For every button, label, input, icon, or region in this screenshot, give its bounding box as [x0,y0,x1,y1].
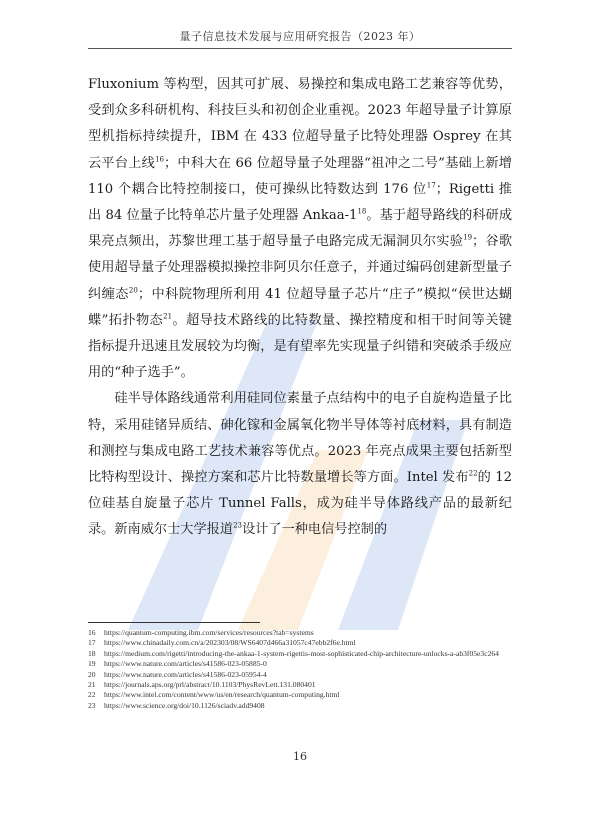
footnote-link[interactable]: https://www.nature.com/articles/s41586-023-05885-0 [104,659,267,669]
footnote-number: 17 [88,638,96,648]
footnote-divider [88,622,260,623]
paragraph-text: Fluxonium 等构型，因其可扩展、易操控和集成电路工艺兼容等优势，受到众多科研机构、科技巨头和初创企业重视。2023 年超导量子计算原型机指标持续提升，IBM 在 433 位超导量子比特处理器 Osprey 在其云平台上线 [88,77,512,171]
footnote-number: 20 [88,669,96,679]
footnote-number: 18 [88,648,96,658]
footnote-item [88,649,512,659]
footnote-link[interactable]: https://medium.com/rigetti/introducing-the-ankaa-1-system-rigettis-most-sophisticated-chip-architecture-unlocks-a-ab3f05e3c264 [104,648,499,658]
footnote-item [88,690,512,700]
footnote-ref[interactable]: 23 [233,522,242,531]
paragraph [88,386,512,543]
footnote-number: 22 [88,690,96,700]
footnote-ref[interactable]: 16 [155,155,165,164]
footnotes [88,628,512,711]
paragraph-text: ；中科院物理所利用 41 位超导量子芯片“庄子”模拟“侯世达蝴蝶”拓扑物态 [88,286,513,328]
paragraph [88,72,512,386]
footnote-ref[interactable]: 18 [357,207,367,216]
footnote-link[interactable]: https://www.nature.com/articles/s41586-023-05954-4 [104,669,267,679]
footnote-link[interactable]: https://quantum-computing.ibm.com/services/resources?tab=systems [104,628,314,637]
footnote-link[interactable]: https://www.intel.com/content/www/us/en/research/quantum-computing.html [104,690,340,700]
footnote-ref[interactable]: 22 [468,469,478,478]
footnote-number: 23 [88,700,96,710]
footnote-ref[interactable]: 19 [463,233,473,242]
footnote-item [88,638,512,648]
footnote-ref[interactable]: 21 [163,312,173,321]
footnote-number: 16 [88,628,96,637]
footnote-ref[interactable]: 17 [426,181,436,190]
footnote-number: 19 [88,659,96,669]
footnote-item [88,628,512,638]
footnote-link[interactable]: https://www.science.org/doi/10.1126/sciadv.add9408 [104,700,265,710]
page-number: 16 [293,750,307,763]
page-header: 量子信息技术发展与应用研究报告（2023 年） [179,30,421,43]
footnote-link[interactable]: https://journals.aps.org/prl/abstract/10.1103/PhysRevLett.131.080401 [104,680,316,690]
footnote-number: 21 [88,680,96,690]
paragraph-text: 。超导技术路线的比特数量、操控精度和相干时间等关键指标提升迅速且发展较为均衡，是有望率先实现量子纠错和突破杀手级应用的“种子选手”。 [88,312,512,381]
footnote-item [88,659,512,669]
paragraph-text: 的 12 位硅基自旋量子芯片 Tunnel Falls，成为硅半导体路线产品的最新纪录。新南威尔士大学报道 [88,470,512,538]
paragraph-text: ；Rigetti 推出 84 位量子比特单芯片量子处理器 Ankaa-1 [88,181,512,224]
footnote-item [88,670,512,680]
footnote-ref[interactable]: 20 [128,286,138,295]
paragraph-text: ；谷歌使用超导量子处理器模拟操控非阿贝尔任意子，并通过编码创建新型量子纠缠态 [88,234,513,302]
footnote-item [88,680,512,690]
paragraph-text: ；中科大在 66 位超导量子处理器“祖冲之二号”基础上新增 110 个耦合比特控制接口，使可操纵比特数达到 176 位 [88,155,512,197]
body-text [88,72,512,544]
paragraph-text: 硅半导体路线通常利用硅同位素量子点结构中的电子自旋构造量子比特，采用硅锗异质结、砷化镓和金属氧化物半导体等衬底材料，具有制造和测控与集成电路工艺技术兼容等优点。2023 年亮点成果主要包括新型比特构型设计、操控方案和芯片比特数量增长等方面。Intel 发布 [88,391,512,486]
header-divider [88,48,512,49]
paragraph-text: 。基于超导路线的科研成果亮点频出，苏黎世理工基于超导量子电路完成无漏洞贝尔实验 [88,208,513,250]
paragraph-text: 设计了一种电信号控制的 [241,522,388,538]
footnote-link[interactable]: https://www.chinadaily.com.cn/a/202303/08/WS6407d466a31057c47ebb2f6e.html [104,638,356,648]
footnote-item [88,701,512,711]
